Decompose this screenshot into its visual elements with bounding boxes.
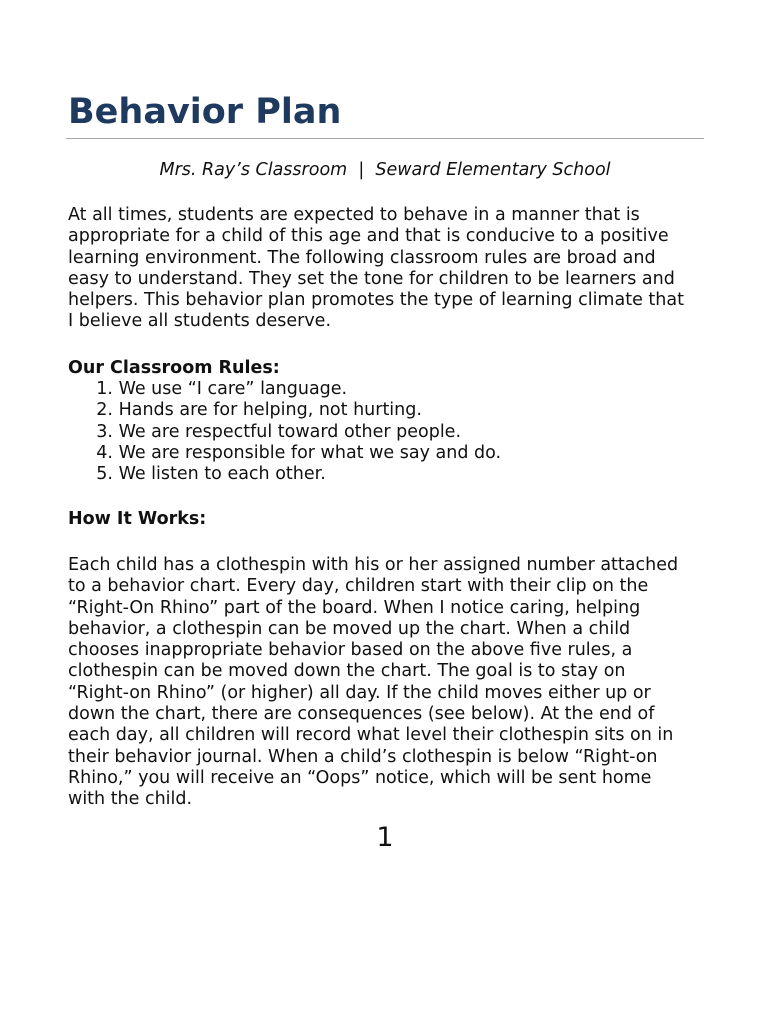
rule-text: We are responsible for what we say and do. <box>118 442 502 463</box>
intro-line: helpers. This behavior plan promotes the type of learning climate that <box>68 290 684 311</box>
how-line: clothespin can be moved down the chart. The goal is to stay on <box>68 661 626 682</box>
how-line: down the chart, there are consequences (see below). At the end of <box>68 704 655 725</box>
intro-line: At all times, students are expected to behave in a manner that is <box>68 205 640 225</box>
how-line: “Right-on Rhino” (or higher) all day. If the child moves either up or <box>68 682 651 703</box>
how-line: each day, all children will record what level their clothespin sits on in <box>68 725 674 746</box>
rule-number: 2. <box>96 400 113 421</box>
rule-item <box>68 464 501 485</box>
how-it-works-paragraph <box>68 555 708 811</box>
how-line: Each child has a clothespin with his or her assigned number attached <box>68 555 679 575</box>
how-line: to a behavior chart. Every day, children start with their clip on the <box>68 576 649 597</box>
rule-number: 1. <box>96 379 113 399</box>
rule-item <box>68 379 501 400</box>
how-it-works-heading: How It Works: <box>68 509 207 529</box>
intro-line: I believe all students deserve. <box>68 311 332 332</box>
title-divider <box>66 138 704 139</box>
how-line: Rhino,” you will receive an “Oops” notice, which will be sent home <box>68 767 652 788</box>
how-line: “Right-On Rhino” part of the board. When I notice caring, helping <box>68 597 641 618</box>
rule-number: 4. <box>96 442 113 463</box>
document-title: Behavior Plan <box>68 92 342 132</box>
how-line: their behavior journal. When a child’s clothespin is below “Right-on <box>68 746 658 767</box>
rule-item <box>68 443 501 464</box>
rule-number: 5. <box>96 464 113 485</box>
document-subtitle: Mrs. Ray’s Classroom | Seward Elementary School <box>159 160 611 180</box>
rule-text: Hands are for helping, not hurting. <box>118 400 422 421</box>
how-line: behavior, a clothespin can be moved up the chart. When a child <box>68 618 631 639</box>
how-line: with the child. <box>68 789 193 810</box>
rule-number: 3. <box>96 421 113 442</box>
page-number: 1 <box>376 822 394 853</box>
rule-text: We listen to each other. <box>118 464 326 485</box>
intro-line: easy to understand. They set the tone for children to be learners and <box>68 268 675 289</box>
intro-line: learning environment. The following classroom rules are broad and <box>68 247 656 268</box>
intro-paragraph <box>68 205 708 333</box>
how-line: chooses inappropriate behavior based on the above five rules, a <box>68 640 633 661</box>
rule-item <box>68 400 501 421</box>
intro-line: appropriate for a child of this age and that is conducive to a positive <box>68 226 669 247</box>
rule-text: We use “I care” language. <box>118 379 348 399</box>
rules-list <box>68 379 501 485</box>
rule-text: We are respectful toward other people. <box>118 421 462 442</box>
rules-heading: Our Classroom Rules: <box>68 358 280 378</box>
rule-item <box>68 422 501 443</box>
